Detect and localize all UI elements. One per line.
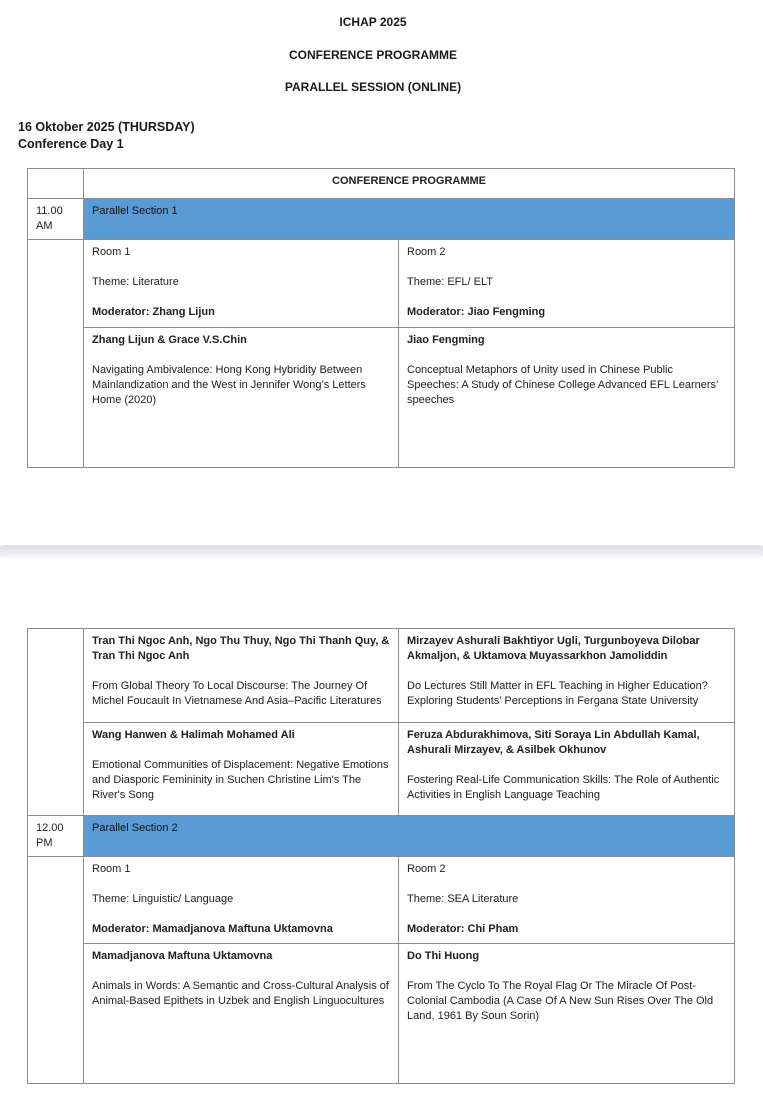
presentation-cell bbox=[84, 944, 399, 1084]
presentation-cell bbox=[84, 629, 399, 723]
programme-table-section2 bbox=[27, 628, 735, 1084]
presentation-authors: Do Thi Huong bbox=[407, 950, 480, 962]
room-info-cell-room1 bbox=[84, 857, 399, 944]
section-row-parallel-2: Parallel Section 2 bbox=[84, 816, 735, 857]
presentation-authors: Mirzayev Ashurali Bakhtiyor Ugli, Turgunboyeva Dilobar Akmaljon, & Uktamova Muyassarkhon Jamoliddin bbox=[407, 635, 700, 662]
presentation-title: Fostering Real-Life Communication Skills: The Role of Authentic Activities in English Language Teaching bbox=[407, 774, 720, 801]
presentation-cell bbox=[84, 723, 399, 816]
table-header-cell: CONFERENCE PROGRAMME bbox=[84, 169, 735, 199]
room-theme: Theme: Literature bbox=[92, 276, 179, 288]
room-moderator: Moderator: Zhang Lijun bbox=[92, 306, 215, 318]
room-moderator: Moderator: Chi Pham bbox=[407, 923, 519, 935]
room-moderator: Moderator: Jiao Fengming bbox=[407, 306, 546, 318]
presentation-title: Navigating Ambivalence: Hong Kong Hybridity Between Mainlandization and the West in Jennifer Wong’s Letters Home (2020) bbox=[92, 364, 366, 406]
presentation-cell bbox=[399, 723, 735, 816]
date-block bbox=[18, 119, 195, 152]
room-info-cell-room2 bbox=[399, 240, 735, 328]
presentation-authors: Feruza Abdurakhimova, Siti Soraya Lin Abdullah Kamal, Ashurali Mirzayev, & Asilbek Okhunov bbox=[407, 729, 700, 756]
room-info-cell-room2 bbox=[399, 857, 735, 944]
room-theme: Theme: EFL/ ELT bbox=[407, 276, 493, 288]
presentation-title: Animals in Words: A Semantic and Cross-Cultural Analysis of Animal-Based Epithets in Uzbek and English Linguocultures bbox=[92, 980, 389, 1007]
room-theme: Theme: Linguistic/ Language bbox=[92, 893, 234, 905]
room-name: Room 2 bbox=[407, 246, 446, 258]
time-cell-1100am: 11.00 AM bbox=[28, 199, 84, 240]
presentation-authors: Zhang Lijun & Grace V.S.Chin bbox=[92, 334, 247, 346]
room-name: Room 1 bbox=[92, 863, 131, 875]
time-cell-empty bbox=[28, 629, 84, 816]
room-name: Room 2 bbox=[407, 863, 446, 875]
presentation-authors: Mamadjanova Maftuna Uktamovna bbox=[92, 950, 273, 962]
page-break-bar bbox=[0, 545, 763, 558]
presentation-title: Emotional Communities of Displacement: Negative Emotions and Diasporic Femininity in Suchen Christine Lim's The River's Song bbox=[92, 759, 389, 801]
time-cell-empty bbox=[28, 169, 84, 199]
presentation-authors: Tran Thi Ngoc Anh, Ngo Thu Thuy, Ngo Thi Thanh Quy, & Tran Thi Ngoc Anh bbox=[92, 635, 390, 662]
presentation-title: Conceptual Metaphors of Unity used in Chinese Public Speeches: A Study of Chinese College Advanced EFL Learners’ speeches bbox=[407, 364, 719, 406]
doc-title-line3: PARALLEL SESSION (ONLINE) bbox=[284, 80, 462, 94]
presentation-cell bbox=[399, 944, 735, 1084]
presentation-title: Do Lectures Still Matter in EFL Teaching in Higher Education? Exploring Students’ Perceptions in Fergana State University bbox=[407, 680, 708, 707]
room-theme: Theme: SEA Literature bbox=[407, 893, 519, 905]
presentation-cell bbox=[399, 328, 735, 468]
presentation-cell bbox=[84, 328, 399, 468]
time-cell-empty bbox=[28, 240, 84, 468]
doc-title-line1: ICHAP 2025 bbox=[339, 15, 407, 29]
date-line: 16 Oktober 2025 (THURSDAY) bbox=[18, 120, 195, 134]
presentation-authors: Wang Hanwen & Halimah Mohamed Ali bbox=[92, 729, 295, 741]
day-line: Conference Day 1 bbox=[18, 136, 124, 151]
presentation-cell bbox=[399, 629, 735, 723]
room-name: Room 1 bbox=[92, 246, 131, 258]
time-cell-1200pm: 12.00 PM bbox=[28, 816, 84, 857]
presentation-authors: Jiao Fengming bbox=[407, 334, 485, 346]
time-cell-empty bbox=[28, 857, 84, 1084]
room-moderator: Moderator: Mamadjanova Maftuna Uktamovna bbox=[92, 923, 333, 935]
presentation-title: From The Cyclo To The Royal Flag Or The Miracle Of Post-Colonial Cambodia (A Case Of A New Sun Rises Over The Old Land, 1961 By Soun Sorin) bbox=[407, 980, 714, 1022]
presentation-title: From Global Theory To Local Discourse: The Journey Of Michel Foucault In Vietnamese And Asia–Pacific Literatures bbox=[92, 680, 382, 707]
programme-table-section1 bbox=[27, 168, 735, 468]
doc-title-line2: CONFERENCE PROGRAMME bbox=[288, 48, 457, 62]
section-row-parallel-1: Parallel Section 1 bbox=[84, 199, 735, 240]
room-info-cell-room1 bbox=[84, 240, 399, 328]
